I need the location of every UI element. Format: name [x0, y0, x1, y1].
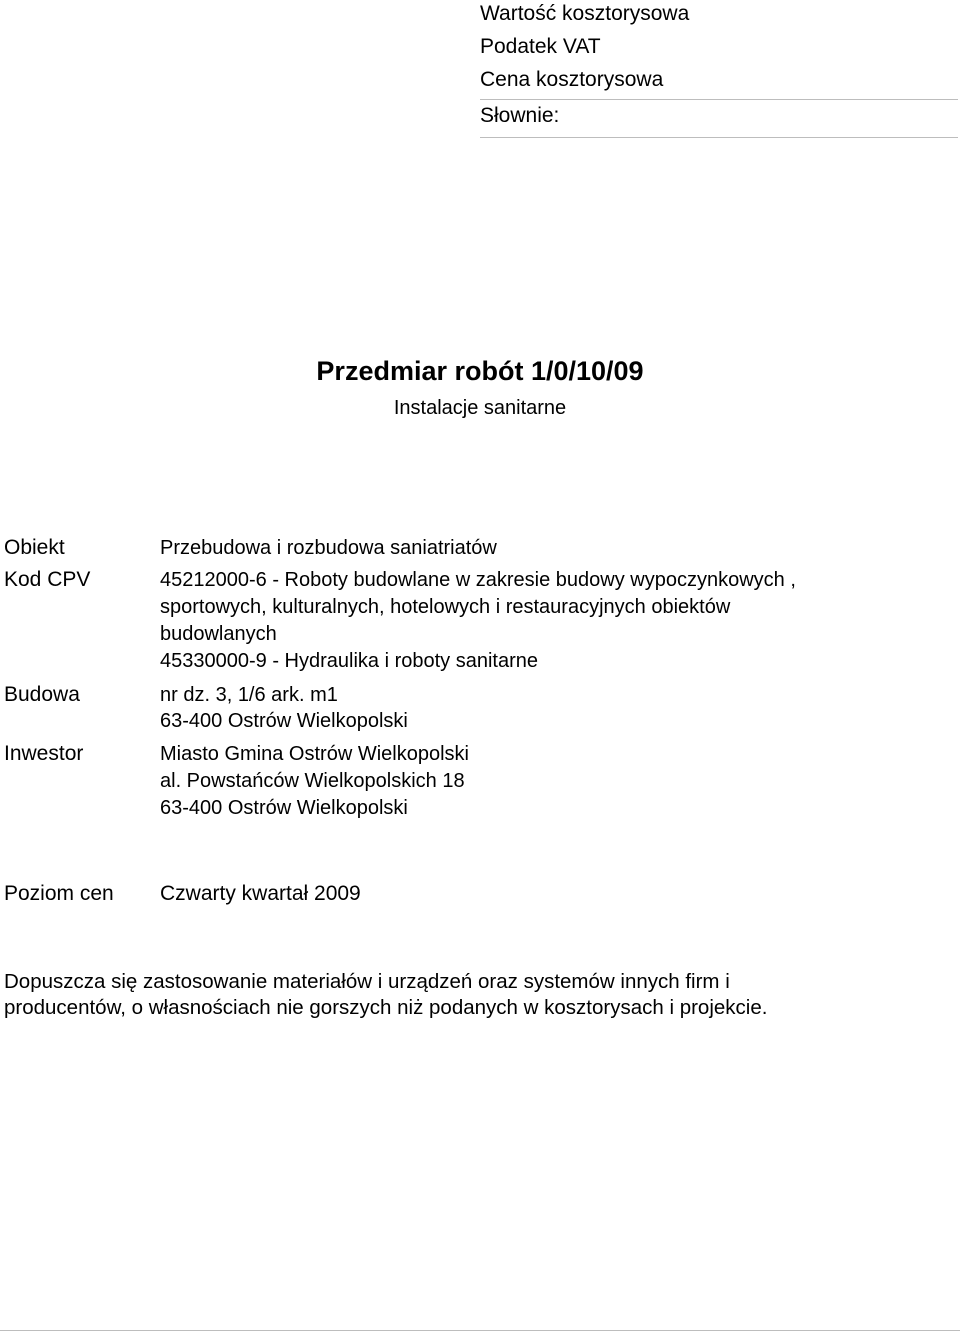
construction-line: 63-400 Ostrów Wielkopolski [160, 710, 408, 732]
price-level-value: Czwarty kwartał 2009 [160, 882, 361, 905]
cost-value-label: Wartość kosztorysowa [480, 2, 690, 25]
investor-label: Inwestor [4, 742, 84, 765]
investor-line: Miasto Gmina Ostrów Wielkopolski [160, 743, 469, 765]
page-title: Przedmiar robót 1/0/10/09 [316, 356, 644, 386]
cpv-line: sportowych, kulturalnych, hotelowych i restauracyjnych obiektów [160, 596, 731, 618]
object-value: Przebudowa i rozbudowa saniatriatów [160, 537, 497, 559]
note-paragraph [4, 969, 954, 1021]
vat-label: Podatek VAT [480, 35, 601, 58]
object-label: Obiekt [4, 536, 65, 559]
in-words-divider [480, 137, 958, 138]
investor-line: al. Powstańców Wielkopolskich 18 [160, 770, 465, 792]
note-line: Dopuszcza się zastosowanie materiałów i urządzeń oraz systemów innych firm i [4, 970, 730, 993]
cpv-line: budowlanych [160, 623, 277, 645]
in-words-label: Słownie: [480, 104, 560, 127]
note-line: producentów, o własnościach nie gorszych niż podanych w kosztorysach i projekcie. [4, 996, 768, 1019]
footer-divider [0, 1330, 960, 1331]
construction-label: Budowa [4, 683, 80, 706]
cost-divider [480, 99, 958, 100]
page-subtitle: Instalacje sanitarne [393, 397, 567, 419]
cost-price-label: Cena kosztorysowa [480, 68, 664, 91]
cpv-line: 45330000-9 - Hydraulika i roboty sanitarne [160, 650, 538, 672]
construction-line: nr dz. 3, 1/6 ark. m1 [160, 684, 338, 706]
cpv-line: 45212000-6 - Roboty budowlane w zakresie budowy wypoczynkowych , [160, 569, 796, 591]
investor-line: 63-400 Ostrów Wielkopolski [160, 797, 408, 819]
cpv-label: Kod CPV [4, 568, 91, 591]
price-level-label: Poziom cen [4, 882, 114, 905]
